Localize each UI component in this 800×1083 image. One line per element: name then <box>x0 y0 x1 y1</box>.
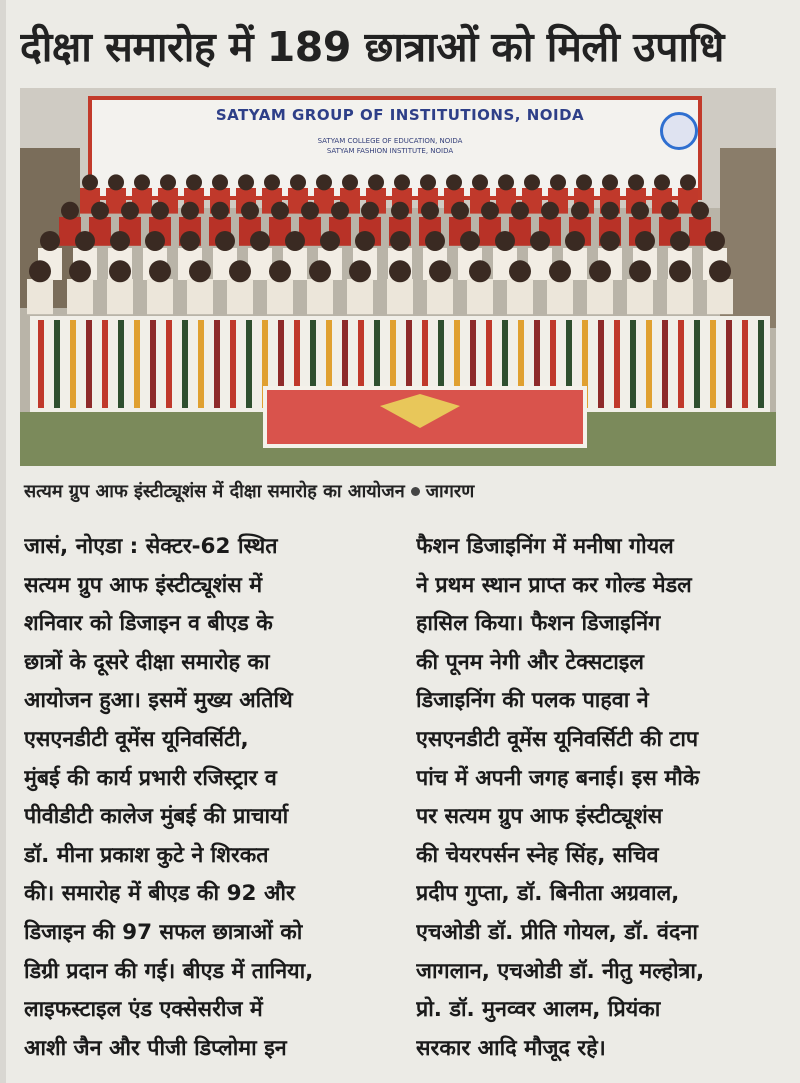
graduate-head <box>680 174 696 190</box>
garland-strand <box>646 320 652 408</box>
graduate-figure <box>267 279 293 314</box>
headline: दीक्षा समारोह में 189 छात्राओं को मिली उपाधि <box>20 23 724 71</box>
graduate-head <box>550 174 566 190</box>
graduate-head <box>160 174 176 190</box>
article-line: पांच में अपनी जगह बनाई। इस मौके <box>416 765 700 791</box>
article-line: की। समारोह में बीएड की 92 और <box>24 881 295 907</box>
garland-strand <box>134 320 140 408</box>
graduate-head <box>181 202 199 220</box>
graduate-head <box>75 231 95 251</box>
graduate-head <box>669 260 691 282</box>
graduate-head <box>446 174 462 190</box>
graduate-head <box>451 202 469 220</box>
graduate-head <box>472 174 488 190</box>
article-line: पर सत्यम ग्रुप आफ इंस्टीट्यूशंस <box>416 804 663 830</box>
graduate-figure <box>587 279 613 314</box>
garland-strand <box>150 320 156 408</box>
article-line: एचओडी डॉ. प्रीति गोयल, डॉ. वंदना <box>416 919 698 945</box>
banner-title: SATYAM GROUP OF INSTITUTIONS, NOIDA <box>215 106 585 124</box>
garland-strand <box>230 320 236 408</box>
graduate-figure <box>307 279 333 314</box>
garland-strand <box>54 320 60 408</box>
article-line: शनिवार को डिजाइन व बीएड के <box>24 611 273 637</box>
graduate-head <box>635 231 655 251</box>
event-photo <box>20 88 776 466</box>
graduate-head <box>628 174 644 190</box>
graduate-head <box>629 260 651 282</box>
graduate-head <box>285 231 305 251</box>
caption-source: जागरण <box>425 481 475 502</box>
garland-strand <box>742 320 748 408</box>
graduate-figure <box>67 279 93 314</box>
graduate-head <box>565 231 585 251</box>
graduate-head <box>524 174 540 190</box>
bullet-icon <box>411 487 420 496</box>
graduate-figure <box>667 279 693 314</box>
graduate-head <box>238 174 254 190</box>
graduate-head <box>145 231 165 251</box>
garland-strand <box>102 320 108 408</box>
graduate-head <box>189 260 211 282</box>
article-line: डिजाइनिंग की पलक पाहवा ने <box>416 688 649 714</box>
graduate-head <box>108 174 124 190</box>
article-line: सरकार आदि मौजूद रहे। <box>416 1035 606 1061</box>
garland-strand <box>198 320 204 408</box>
graduate-head <box>576 174 592 190</box>
garland-strand <box>214 320 220 408</box>
garland-strand <box>166 320 172 408</box>
garland-strand <box>182 320 188 408</box>
garland-strand <box>118 320 124 408</box>
graduate-head <box>661 202 679 220</box>
graduate-head <box>40 231 60 251</box>
graduate-head <box>389 260 411 282</box>
graduate-head <box>541 202 559 220</box>
article-line: डिग्री प्रदान की गई। बीएड में तानिया, <box>24 958 314 984</box>
article-line: प्रदीप गुप्ता, डॉ. बिनीता अग्रवाल, <box>416 881 680 907</box>
article-column-right <box>416 528 796 1076</box>
graduate-head <box>149 260 171 282</box>
graduate-figure <box>507 279 533 314</box>
graduate-head <box>61 202 79 220</box>
garland-strand <box>38 320 44 408</box>
article-line: लाइफस्टाइल एंड एक्सेसरीज में <box>24 997 263 1023</box>
graduate-figure <box>248 248 272 280</box>
graduate-head <box>290 174 306 190</box>
graduate-head <box>241 202 259 220</box>
graduate-head <box>368 174 384 190</box>
article-line: डिजाइन की 97 सफल छात्राओं को <box>24 919 303 945</box>
institution-logo-icon <box>660 112 698 150</box>
graduate-figure <box>467 279 493 314</box>
graduate-head <box>264 174 280 190</box>
article-line: पीवीडीटी कालेज मुंबई की प्राचार्या <box>24 804 289 830</box>
article-column-left <box>24 528 396 1076</box>
graduate-figure <box>107 279 133 314</box>
article-line: की पूनम नेगी और टेक्सटाइल <box>416 649 644 675</box>
graduate-head <box>421 202 439 220</box>
article-line: सत्यम ग्रुप आफ इंस्टीट्यूशंस में <box>24 572 263 598</box>
garland-strand <box>630 320 636 408</box>
graduate-head <box>530 231 550 251</box>
article-line: छात्रों के दूसरे दीक्षा समारोह का <box>24 649 270 675</box>
graduate-figure <box>528 248 552 280</box>
graduate-figure <box>347 279 373 314</box>
graduate-head <box>589 260 611 282</box>
graduate-head <box>151 202 169 220</box>
article-line: ने प्रथम स्थान प्राप्त कर गोल्ड मेडल <box>416 572 692 598</box>
graduate-head <box>361 202 379 220</box>
graduate-head <box>211 202 229 220</box>
graduate-figure <box>227 279 253 314</box>
garland-strand <box>86 320 92 408</box>
graduate-head <box>429 260 451 282</box>
graduate-head <box>391 202 409 220</box>
graduate-head <box>390 231 410 251</box>
graduate-head <box>269 260 291 282</box>
article-line: आशी जैन और पीजी डिप्लोमा इन <box>24 1035 287 1061</box>
graduate-head <box>705 231 725 251</box>
garland-strand <box>710 320 716 408</box>
graduate-head <box>69 260 91 282</box>
graduate-head <box>509 260 531 282</box>
graduate-head <box>495 231 515 251</box>
article-line: प्रो. डॉ. मुनव्वर आलम, प्रियंका <box>416 997 661 1023</box>
article-line: फैशन डिजाइनिंग में मनीषा गोयल <box>416 534 674 559</box>
graduate-head <box>301 202 319 220</box>
graduate-head <box>571 202 589 220</box>
graduate-head <box>331 202 349 220</box>
graduate-head <box>91 202 109 220</box>
graduate-head <box>29 260 51 282</box>
garland-strand <box>598 320 604 408</box>
graduate-figure <box>547 279 573 314</box>
graduate-head <box>709 260 731 282</box>
banner-line: SATYAM COLLEGE OF EDUCATION, NOIDA <box>317 137 463 145</box>
graduate-figure <box>27 279 53 314</box>
graduate-head <box>229 260 251 282</box>
graduate-head <box>394 174 410 190</box>
graduate-head <box>691 202 709 220</box>
graduate-head <box>498 174 514 190</box>
graduate-head <box>469 260 491 282</box>
graduate-head <box>82 174 98 190</box>
graduate-head <box>549 260 571 282</box>
article-line: की चेयरपर्सन स्नेह सिंह, सचिव <box>416 842 659 868</box>
graduate-head <box>670 231 690 251</box>
graduate-head <box>601 202 619 220</box>
graduate-figure <box>627 279 653 314</box>
graduate-head <box>425 231 445 251</box>
graduate-head <box>309 260 331 282</box>
article-line: डॉ. मीना प्रकाश कुटे ने शिरकत <box>24 842 269 868</box>
garland-strand <box>246 320 252 408</box>
article-line: एसएनडीटी वूमेंस यूनिवर्सिटी, <box>24 726 249 752</box>
graduate-head <box>600 231 620 251</box>
graduate-figure <box>707 279 733 314</box>
graduate-figure <box>427 279 453 314</box>
graduate-head <box>631 202 649 220</box>
article-line: हासिल किया। फैशन डिजाइनिंग <box>416 611 661 637</box>
graduate-figure <box>147 279 173 314</box>
graduate-head <box>320 231 340 251</box>
graduate-figure <box>387 279 413 314</box>
graduate-figure <box>187 279 213 314</box>
graduate-head <box>186 174 202 190</box>
article-line: जागलान, एचओडी डॉ. नीतु मल्होत्रा, <box>416 958 705 984</box>
garland-strand <box>726 320 732 408</box>
graduate-head <box>511 202 529 220</box>
graduate-head <box>134 174 150 190</box>
caption-text: सत्यम ग्रुप आफ इंस्टीट्यूशंस में दीक्षा समारोह का आयोजन <box>24 481 405 502</box>
article-line: आयोजन हुआ। इसमें मुख्य अतिथि <box>24 688 293 714</box>
garland-strand <box>678 320 684 408</box>
garland-strand <box>662 320 668 408</box>
graduate-head <box>654 174 670 190</box>
graduate-head <box>110 231 130 251</box>
garland-strand <box>758 320 764 408</box>
garland-strand <box>694 320 700 408</box>
graduate-head <box>602 174 618 190</box>
article-line: मुंबई की कार्य प्रभारी रजिस्ट्रार व <box>24 765 277 791</box>
article-line: एसएनडीटी वूमेंस यूनिवर्सिटी की टाप <box>416 726 699 752</box>
article-line: जासं, नोएडा : सेक्टर-62 स्थित <box>24 534 278 559</box>
graduate-head <box>215 231 235 251</box>
garland-strand <box>614 320 620 408</box>
graduate-head <box>460 231 480 251</box>
banner-subtitle <box>260 136 520 156</box>
graduate-head <box>180 231 200 251</box>
photo-caption <box>24 478 784 506</box>
graduate-head <box>271 202 289 220</box>
graduate-head <box>420 174 436 190</box>
graduate-head <box>109 260 131 282</box>
graduate-head <box>121 202 139 220</box>
graduate-head <box>316 174 332 190</box>
graduate-head <box>342 174 358 190</box>
graduate-head <box>212 174 228 190</box>
graduate-head <box>349 260 371 282</box>
graduate-head <box>355 231 375 251</box>
graduate-head <box>250 231 270 251</box>
banner-line: SATYAM FASHION INSTITUTE, NOIDA <box>326 147 454 155</box>
garland-strand <box>70 320 76 408</box>
graduate-head <box>481 202 499 220</box>
